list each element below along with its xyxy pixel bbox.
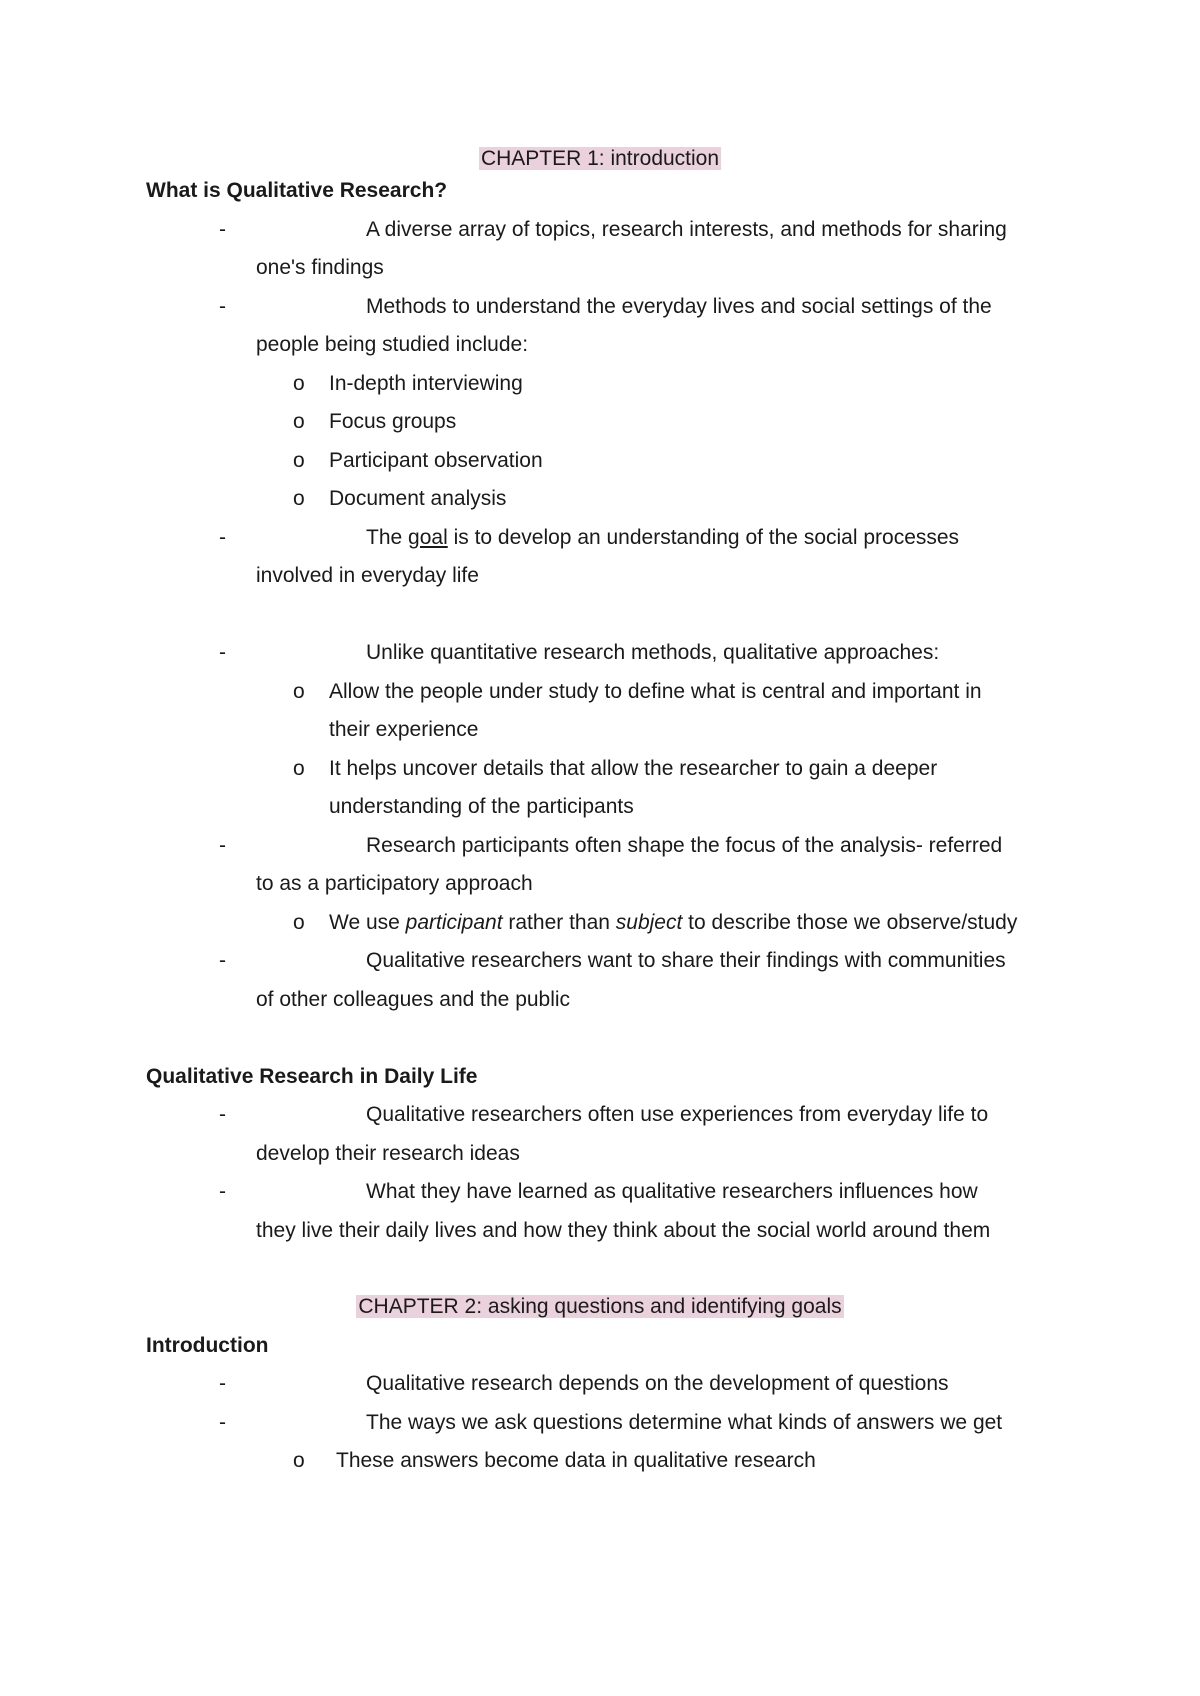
chapter-1-title: CHAPTER 1: introduction [480, 147, 720, 170]
bullet-text-continued: one's findings [256, 256, 384, 279]
italic-subject: subject [615, 911, 683, 934]
bullet-dash: - [219, 218, 226, 241]
bullet-text-continued: develop their research ideas [256, 1142, 520, 1165]
section-heading-introduction: Introduction [146, 1334, 269, 1357]
section-heading-what-is-qr: What is Qualitative Research? [146, 179, 448, 202]
sub-bullet-marker: o [293, 449, 305, 472]
sub-bullet-text-continued: their experience [329, 718, 479, 741]
section-heading-daily-life: Qualitative Research in Daily Life [146, 1065, 478, 1088]
bullet-dash: - [219, 949, 226, 972]
sub-bullet-text-continued: understanding of the participants [329, 795, 634, 818]
bullet-dash: - [219, 526, 226, 549]
bullet-text: Methods to understand the everyday lives and social settings of the [366, 295, 992, 318]
sub-bullet-marker: o [293, 911, 305, 934]
sub-bullet-marker: o [293, 680, 305, 703]
bullet-text-part: The [366, 526, 409, 549]
text-part: rather than [502, 911, 616, 934]
bullet-text: Qualitative research depends on the development of questions [366, 1372, 949, 1395]
sub-bullet-text: Allow the people under study to define what is central and important in [329, 680, 982, 703]
bullet-dash: - [219, 641, 226, 664]
bullet-dash: - [219, 1180, 226, 1203]
bullet-dash: - [219, 834, 226, 857]
bullet-text-continued: to as a participatory approach [256, 872, 533, 895]
bullet-text: Unlike quantitative research methods, qualitative approaches: [366, 641, 940, 664]
bullet-text: A diverse array of topics, research interests, and methods for sharing [366, 218, 1007, 241]
sub-bullet-text: It helps uncover details that allow the researcher to gain a deeper [329, 757, 938, 780]
bullet-dash: - [219, 295, 226, 318]
bullet-text: Qualitative researchers often use experiences from everyday life to [366, 1103, 989, 1126]
sub-bullet-text: Document analysis [329, 487, 507, 510]
bullet-dash: - [219, 1411, 226, 1434]
bullet-text-continued: of other colleagues and the public [256, 988, 571, 1011]
bullet-text-continued: people being studied include: [256, 333, 529, 356]
sub-bullet-text [329, 910, 1017, 936]
bullet-text-continued: involved in everyday life [256, 564, 479, 587]
bullet-text-part: is to develop an understanding of the social processes [447, 526, 960, 549]
bullet-text: Research participants often shape the focus of the analysis- referred [366, 834, 1003, 857]
bullet-text: Qualitative researchers want to share their findings with communities [366, 949, 1006, 972]
bullet-dash: - [219, 1103, 226, 1126]
bullet-text: What they have learned as qualitative researchers influences how [366, 1180, 978, 1203]
sub-bullet-marker: o [293, 372, 305, 395]
underlined-goal: goal [408, 526, 448, 549]
bullet-dash: - [219, 1372, 226, 1395]
sub-bullet-text: Focus groups [329, 410, 457, 433]
chapter-2-title-row [0, 1294, 1200, 1320]
bullet-text [366, 525, 959, 551]
sub-bullet-marker: o [293, 757, 305, 780]
sub-bullet-text: Participant observation [329, 449, 543, 472]
sub-bullet-text: These answers become data in qualitative research [336, 1449, 816, 1472]
bullet-text-continued: they live their daily lives and how they think about the social world around them [256, 1219, 991, 1242]
text-part: to describe those we observe/study [682, 911, 1018, 934]
sub-bullet-marker: o [293, 487, 305, 510]
sub-bullet-marker: o [293, 410, 305, 433]
chapter-2-title: CHAPTER 2: asking questions and identifying goals [358, 1295, 842, 1318]
sub-bullet-text: In-depth interviewing [329, 372, 523, 395]
chapter-1-title-row [0, 146, 1200, 172]
italic-participant: participant [405, 911, 503, 934]
text-part: We use [329, 911, 406, 934]
bullet-text: The ways we ask questions determine what kinds of answers we get [366, 1411, 1003, 1434]
sub-bullet-marker: o [293, 1449, 305, 1472]
